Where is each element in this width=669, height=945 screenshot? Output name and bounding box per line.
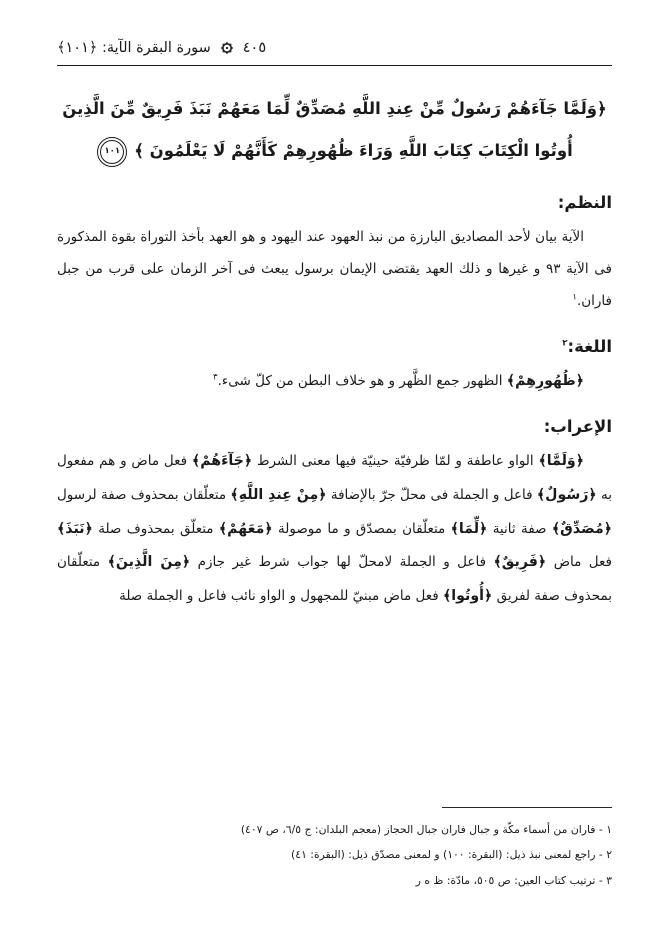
section-body-lugha: ﴿ظُهُورِهِمْ﴾ الظهور جمع الظَّهر و هو خلاف البطن من كلّ شىء.$^٣$ bbox=[213, 372, 584, 389]
page-number: ٤٠٥ bbox=[242, 40, 267, 56]
section-heading-lugha: اللغة:$^٢$ bbox=[562, 336, 612, 356]
quran-verse-block bbox=[57, 88, 612, 172]
ayah-number: ١٠١ bbox=[104, 146, 121, 157]
footnote-3: ٣ - ترتيب كتاب العين: ص ٥٠٥، مادّة: ظ ه ر bbox=[415, 873, 612, 887]
section-lugha bbox=[57, 318, 612, 399]
footnote-1: ١ - فاران من أسماء مكّة و جبال فاران جبال الحجاز (معجم البلدان: ج ٦/٥، ص ٤٠٧) bbox=[240, 822, 612, 836]
section-nazm bbox=[57, 174, 612, 317]
page-header bbox=[57, 40, 612, 66]
surah-verse-title: سورة البقرة الآية: ﴿١٠١﴾ bbox=[57, 40, 211, 56]
ayah-number-medallion bbox=[100, 140, 124, 164]
footnote-2: ٢ - راجع لمعنى نبذ ذيل: (البقرة: ١٠٠) و لمعنى مصدّق ذيل: (البقرة: ٤١) bbox=[291, 848, 612, 862]
section-irab bbox=[57, 398, 612, 614]
footnote-separator-rule bbox=[442, 807, 612, 808]
verse-text: ﴿وَلَمَّا جَآءَهُمْ رَسُولٌ مِّنْ عِندِ اللَّهِ مُصَدِّقٌ لِّمَا مَعَهُمْ نَبَذَ فَرِيقٌ مِّنَ الَّذِينَ أُوتُوا الْكِتَابَ كِتَابَ اللَّهِ وَرَاءَ ظُهُورِهِمْ كَأَنَّهُمْ لَا يَعْلَمُونَ ﴾ bbox=[62, 99, 607, 161]
section-heading-nazm: النظم: bbox=[557, 193, 612, 213]
footnotes-area bbox=[57, 807, 612, 893]
rub-el-hizb-icon bbox=[220, 41, 234, 55]
section-body-nazm: الآية بيان لأحد المصاديق البارزة من نبذ العهود عند اليهود و هو العهد بأخذ التوراة بقوة المذكورة فى الآية ٩٣ و غيرها و ذلك العهد يقتضى الإيمان برسول يبعث فى آخر الزمان على قرب من جبل فاران.$^١$ bbox=[57, 229, 613, 310]
section-body-irab: ﴿وَلَمَّا﴾ الواو عاطفة و لمّا ظرفيّة حينيّة فيها معنى الشرط ﴿جَآءَهُمْ﴾ فعل ماض و هم مفعول به ﴿رَسُولٌ﴾ فاعل و الجملة فى محلّ جرّ بالإضافة ﴿مِنْ عِندِ اللَّهِ﴾ متعلّقان بمحذوف صفة لرسول ﴿مُصَدِّقٌ﴾ صفة ثانية ﴿لِّمَا﴾ متعلّقان بمصدّق و ما موصولة ﴿مَعَهُمْ﴾ متعلّق بمحذوف صلة ﴿نَبَذَ﴾ فعل ماض ﴿فَرِيقٌ﴾ فاعل و الجملة لامحلّ لها جواب شرط غير جازم ﴿مِنَ الَّذِينَ﴾ متعلّقان بمحذوف صفة لفريق ﴿أُوتُوا﴾ فعل ماض مبنيّ للمجهول و الواو نائب فاعل و الجملة صلة bbox=[57, 453, 613, 605]
section-heading-irab: الإعراب: bbox=[543, 417, 612, 437]
